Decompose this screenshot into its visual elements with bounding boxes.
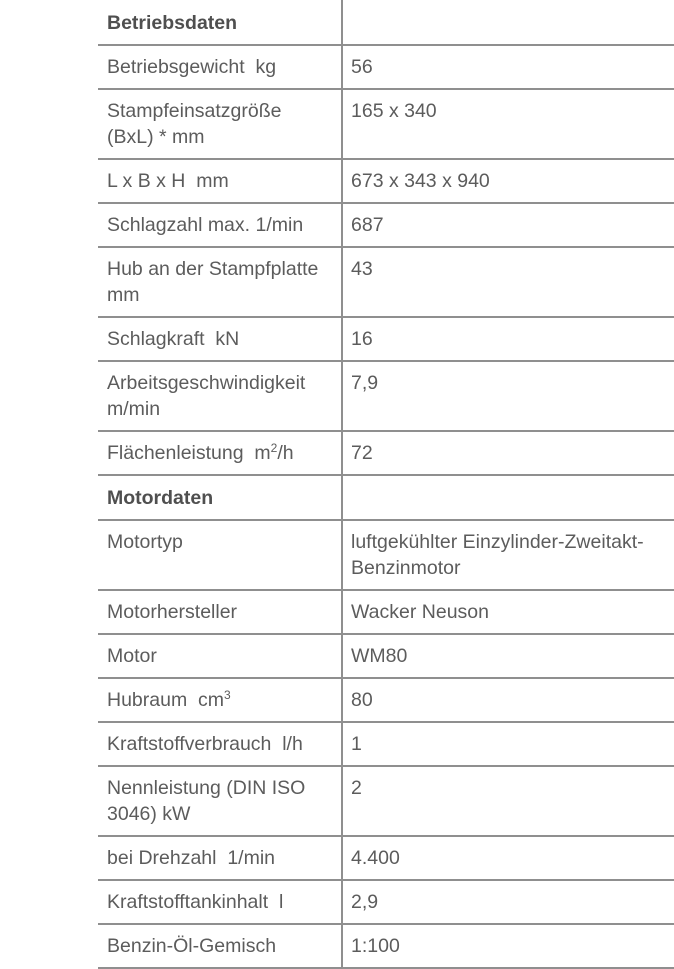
- spec-label: Motortyp: [98, 520, 342, 590]
- spec-label: Arbeitsgeschwindigkeit m/min: [98, 361, 342, 431]
- spec-value: 1: [342, 722, 674, 766]
- table-row: [98, 45, 674, 89]
- spec-value: 56: [342, 45, 674, 89]
- spec-label: Nennleistung (DIN ISO 3046) kW: [98, 766, 342, 836]
- spec-value: 16: [342, 317, 674, 361]
- table-row: [98, 247, 674, 317]
- spec-label: Schlagzahl max. 1/min: [98, 203, 342, 247]
- table-row: [98, 766, 674, 836]
- spec-label: Motorhersteller: [98, 590, 342, 634]
- table-row: [98, 361, 674, 431]
- spec-label: Schlagkraft kN: [98, 317, 342, 361]
- spec-table: [98, 0, 674, 969]
- spec-value: Wacker Neuson: [342, 590, 674, 634]
- section-header-betriebsdaten: [98, 0, 674, 45]
- spec-value: 72: [342, 431, 674, 475]
- spec-label-suffix: /h: [277, 442, 294, 464]
- table-row: [98, 431, 674, 475]
- spec-value: 165 x 340: [342, 89, 674, 159]
- spec-label: L x B x H mm: [98, 159, 342, 203]
- spec-value: 80: [342, 678, 674, 722]
- spec-label-text: Hubraum cm: [107, 689, 225, 711]
- section-title: Motordaten: [98, 475, 342, 520]
- section-header-motordaten: [98, 475, 674, 520]
- spec-value: 1:100: [342, 924, 674, 968]
- spec-value: 7,9: [342, 361, 674, 431]
- section-title: Betriebsdaten: [98, 0, 342, 45]
- spec-label: Betriebsgewicht kg: [98, 45, 342, 89]
- spec-label-text: Flächenleistung m: [107, 442, 271, 464]
- spec-value: 687: [342, 203, 674, 247]
- table-row: [98, 159, 674, 203]
- spec-value: 2,9: [342, 880, 674, 924]
- spec-label-sup: 2: [270, 441, 278, 455]
- spec-value: luftgekühlter Einzylinder-Zweitakt-Benzinmotor: [342, 520, 674, 590]
- spec-label: Kraftstoffverbrauch l/h: [98, 722, 342, 766]
- spec-label: Kraftstofftankinhalt l: [98, 880, 342, 924]
- spec-value: 4.400: [342, 836, 674, 880]
- spec-value: 673 x 343 x 940: [342, 159, 674, 203]
- table-row: [98, 678, 674, 722]
- table-row: [98, 924, 674, 968]
- spec-value: WM80: [342, 634, 674, 678]
- spec-label: Benzin-Öl-Gemisch: [98, 924, 342, 968]
- table-row: [98, 836, 674, 880]
- spec-label: Hub an der Stampfplatte mm: [98, 247, 342, 317]
- spec-label: Motor: [98, 634, 342, 678]
- table-row: [98, 880, 674, 924]
- table-row: [98, 590, 674, 634]
- spec-label-sup: 3: [224, 688, 231, 702]
- spec-label: [98, 678, 342, 722]
- table-row: [98, 722, 674, 766]
- spec-label: bei Drehzahl 1/min: [98, 836, 342, 880]
- table-row: [98, 317, 674, 361]
- spec-label: [98, 431, 342, 475]
- spec-value: 43: [342, 247, 674, 317]
- spec-label: Stampfeinsatzgröße (BxL) * mm: [98, 89, 342, 159]
- table-row: [98, 634, 674, 678]
- table-row: [98, 520, 674, 590]
- table-row: [98, 89, 674, 159]
- table-row: [98, 203, 674, 247]
- spec-value: 2: [342, 766, 674, 836]
